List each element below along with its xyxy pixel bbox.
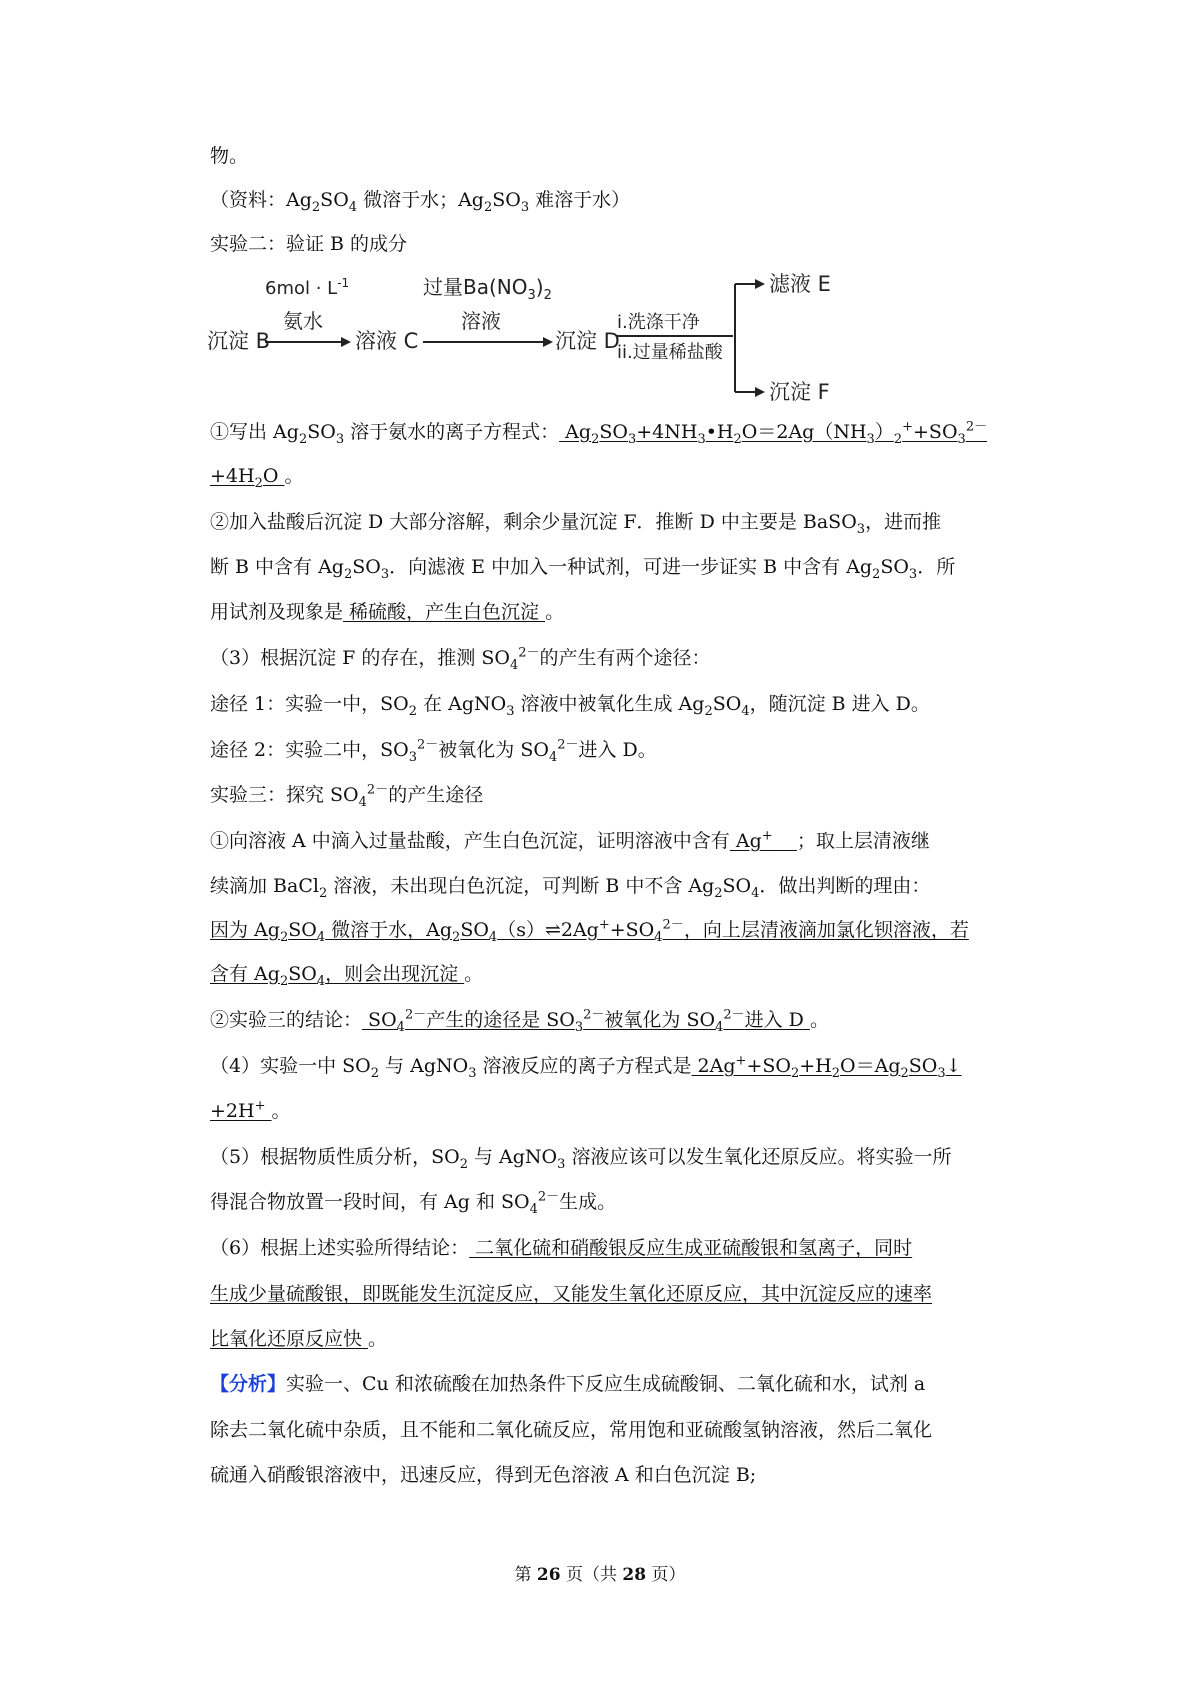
node-filtrate-e: 滤液 E	[769, 272, 831, 296]
reference-note: （资料：$Ag_2SO_4$ 微溶于水；$Ag_2SO_3$ 难溶于水）	[210, 189, 631, 215]
analysis-tag: 【分析】	[210, 1373, 287, 1395]
analysis-line: 硫通入硝酸银溶液中，迅速反应，得到无色溶液 A 和白色沉淀 B;	[210, 1464, 757, 1486]
node-precipitate-d: 沉淀 D	[555, 329, 620, 353]
analysis-line: 【分析】实验一、Cu 和浓硫酸在加热条件下反应生成硫酸铜、二氧化硫和水，试剂 a	[210, 1373, 926, 1395]
part-4-line: （4）实验一中 $SO_2$ 与 AgNO$_3$ 溶液反应的离子方程式是 $2Ag^++SO_2+H_2O=Ag_2SO_3↓$	[210, 1053, 962, 1081]
node-solution-c: 溶液 C	[355, 329, 419, 353]
text-line: 物。	[210, 145, 249, 167]
node-precipitate-b: 沉淀 B	[207, 329, 271, 353]
part-5-line: （5）根据物质性质分析，$SO_2$ 与 AgNO$_3$ 溶液应该可以发生氧化还原反应。将实验一所	[210, 1146, 952, 1172]
arrow-right-icon	[341, 337, 351, 347]
experiment-three-reason: 含有 $Ag_2SO_4$，则会出现沉淀 。	[210, 963, 484, 989]
step-wash: i.洗涤干净	[617, 312, 700, 333]
experiment-three-conclusion: ②实验三的结论： $SO_4^{2-}$产生的途径是 $SO_3^{2-}$被氧化为 $SO_4^{2-}$进入 D 。	[210, 1007, 829, 1035]
part-6-line: 比氧化还原反应快 。	[210, 1328, 388, 1350]
part-6-line: 生成少量硫酸银，即既能发生沉淀反应，又能发生氧化还原反应，其中沉淀反应的速率	[210, 1283, 933, 1305]
experiment-three-line: ①向溶液 A 中滴入过量盐酸，产生白色沉淀，证明溶液中含有 Ag+ ；取上层清液继	[210, 828, 930, 852]
part-4-continuation: +2H+ 。	[210, 1098, 291, 1122]
experiment-two-heading: 实验二：验证 B 的成分	[210, 233, 408, 255]
arrow-right-icon	[755, 387, 765, 397]
pathway-2-line: 途径 2：实验二中，$SO_3^{2-}$被氧化为 $SO_4^{2-}$进入 D。	[210, 737, 657, 765]
arrow-right-icon	[543, 337, 553, 347]
question-1-line: ①写出 $Ag_2SO_3$ 溶于氨水的离子方程式： $Ag_2SO_3+4NH_3•H_2O=2Ag(NH_3)_2^++SO_3^{2-}$	[210, 419, 988, 447]
experiment-three-line: 续滴加 BaCl$_2$ 溶液，未出现白色沉淀，可判断 B 中不含 $Ag_2SO_4$．做出判断的理由：	[210, 875, 931, 901]
experiment-three-reason: 因为 $Ag_2SO_4$ 微溶于水，$Ag_2SO_4(s)\rightleftharpoons 2Ag^++SO_4^{2-}$，向上层清液滴加氯化钡溶液，若	[210, 917, 969, 945]
step-hydrochloric-acid: ii.过量稀盐酸	[617, 342, 723, 363]
answer-underline: $Ag_2SO_3+4NH_3•H_2O=2Ag(NH_3)_2^++SO_3^{2-}$	[559, 419, 988, 447]
reagent-barium-nitrate: 过量$Ba(NO_3)_2$	[423, 275, 552, 303]
part-3-line: （3）根据沉淀 F 的存在，推测 $SO_4^{2-}$的产生有两个途径：	[210, 645, 711, 673]
node-precipitate-f: 沉淀 F	[769, 380, 830, 404]
question-2-line: 断 B 中含有 $Ag_2SO_3$．向滤液 E 中加入一种试剂，可进一步证实 B 中含有 $Ag_2SO_3$．所	[210, 556, 956, 582]
question-2-line: ②加入盐酸后沉淀 D 大部分溶解，剩余少量沉淀 F．推断 D 中主要是 BaSO$_3$，进而推	[210, 511, 942, 537]
part-5-line: 得混合物放置一段时间，有 Ag 和 $SO_4^{2-}$生成。	[210, 1189, 617, 1217]
part-6-line: （6）根据上述实验所得结论： 二氧化硫和硝酸银反应生成亚硫酸银和氢离子，同时	[210, 1237, 913, 1259]
analysis-line: 除去二氧化硫中杂质，且不能和二氧化硫反应，常用饱和亚硫酸氢钠溶液，然后二氧化	[210, 1419, 933, 1441]
experiment-flow-diagram	[205, 268, 885, 408]
pathway-1-line: 途径 1：实验一中，$SO_2$ 在 AgNO$_3$ 溶液中被氧化生成 $Ag_2SO_4$，随沉淀 B 进入 D。	[210, 693, 930, 719]
question-2-line: 用试剂及现象是 稀硫酸，产生白色沉淀 。	[210, 601, 565, 623]
experiment-three-heading: 实验三：探究 $SO_4^{2-}$的产生途径	[210, 782, 484, 810]
reagent-barium-nitrate-solution: 溶液	[461, 309, 501, 333]
question-1-continuation: $+4H_2O$ 。	[210, 465, 304, 491]
reagent-ammonia-concentration: $6mol \cdot L^{-1}$	[265, 276, 350, 299]
arrow-right-icon	[755, 279, 765, 289]
page-footer: 第 26 页（共 28 页）	[514, 1565, 686, 1585]
reagent-ammonia: 氨水	[283, 309, 323, 333]
